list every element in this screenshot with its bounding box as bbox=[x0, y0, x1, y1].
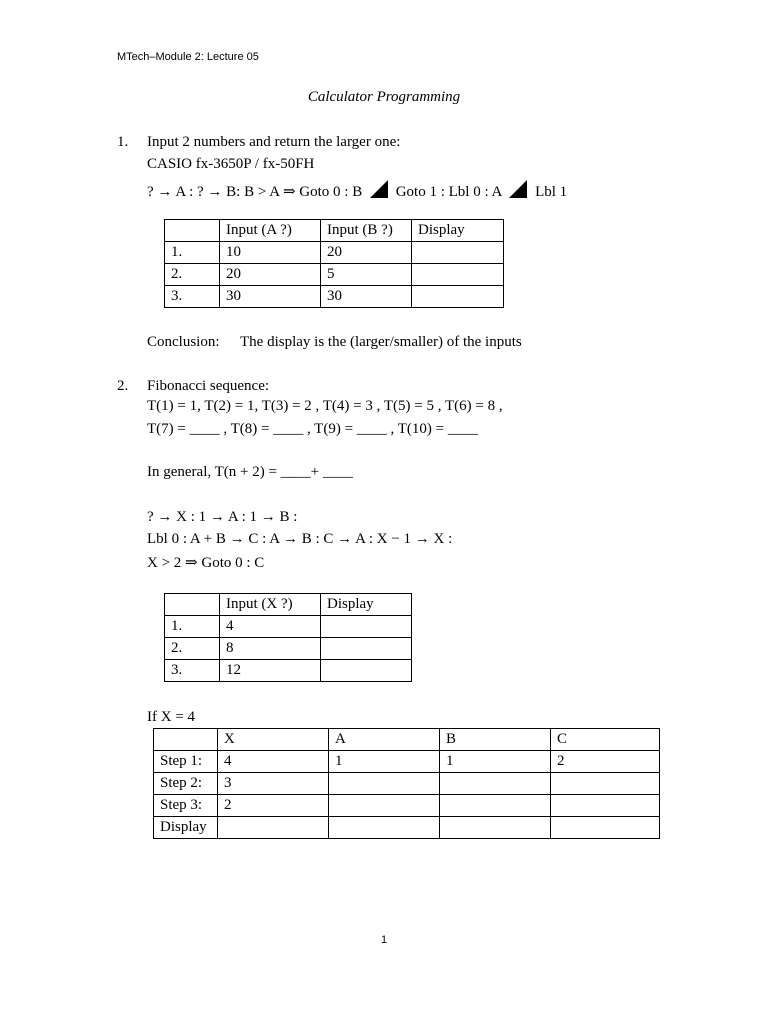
q2-program-line-1: ? → X : 1 → A : 1 → B : bbox=[147, 509, 298, 525]
table-cell bbox=[440, 795, 551, 817]
table-row bbox=[154, 817, 660, 839]
table-row bbox=[154, 773, 660, 795]
table-cell: Step 3: bbox=[154, 795, 218, 817]
q2-trace-table bbox=[153, 728, 660, 839]
right-triangle-icon bbox=[370, 180, 388, 198]
table-cell: C bbox=[551, 729, 660, 751]
table-cell: 3. bbox=[165, 286, 220, 308]
table-cell bbox=[154, 729, 218, 751]
table-cell bbox=[412, 242, 504, 264]
right-triangle-icon bbox=[509, 180, 527, 198]
table-cell bbox=[412, 286, 504, 308]
q1-number: 1. bbox=[117, 134, 129, 150]
table-cell bbox=[218, 817, 329, 839]
q1-input-table bbox=[164, 219, 504, 308]
q2-number: 2. bbox=[117, 378, 129, 394]
table-row bbox=[165, 660, 412, 682]
table-cell: 3. bbox=[165, 660, 220, 682]
q1-program-part2: Goto 1 : Lbl 0 : A bbox=[395, 184, 502, 200]
table-cell bbox=[440, 817, 551, 839]
table-cell: 20 bbox=[220, 264, 321, 286]
table-cell: 2. bbox=[165, 264, 220, 286]
table-cell bbox=[165, 594, 220, 616]
table-cell: 1. bbox=[165, 616, 220, 638]
table-cell: Input (A ?) bbox=[220, 220, 321, 242]
table-row bbox=[165, 264, 504, 286]
q2-general-formula: In general, T(n + 2) = ____+ ____ bbox=[147, 464, 353, 480]
table-cell: X bbox=[218, 729, 329, 751]
table-cell: 4 bbox=[220, 616, 321, 638]
q2-input-table bbox=[164, 593, 412, 682]
table-cell: 20 bbox=[321, 242, 412, 264]
table-cell: Step 2: bbox=[154, 773, 218, 795]
table-cell: 12 bbox=[220, 660, 321, 682]
q2-program-line-3: X > 2 ⇒ Goto 0 : C bbox=[147, 555, 265, 571]
q2-program-line-2: Lbl 0 : A + B → C : A → B : C → A : X − 1 → X : bbox=[147, 531, 453, 547]
page-title: Calculator Programming bbox=[307, 89, 461, 105]
table-cell: 1 bbox=[440, 751, 551, 773]
table-cell: A bbox=[329, 729, 440, 751]
table-cell bbox=[165, 220, 220, 242]
table-cell: 4 bbox=[218, 751, 329, 773]
table-cell: 1 bbox=[329, 751, 440, 773]
table-header-row bbox=[154, 729, 660, 751]
table-cell: 10 bbox=[220, 242, 321, 264]
table-cell bbox=[551, 795, 660, 817]
table-cell bbox=[412, 264, 504, 286]
table-row bbox=[154, 795, 660, 817]
table-row bbox=[165, 638, 412, 660]
table-cell: 2 bbox=[218, 795, 329, 817]
q1-conclusion-text: The display is the (larger/smaller) of the inputs bbox=[240, 334, 522, 350]
table-cell bbox=[551, 773, 660, 795]
table-cell: Display bbox=[412, 220, 504, 242]
table-cell: 8 bbox=[220, 638, 321, 660]
table-cell: 30 bbox=[321, 286, 412, 308]
q2-sequence-line-2: T(7) = ____ , T(8) = ____ , T(9) = ____ , T(10) = ____ bbox=[147, 421, 478, 437]
table-cell: 30 bbox=[220, 286, 321, 308]
table-cell: 2 bbox=[551, 751, 660, 773]
page-number: 1 bbox=[380, 934, 388, 946]
table-cell bbox=[329, 795, 440, 817]
table-cell: Display bbox=[154, 817, 218, 839]
table-cell: 5 bbox=[321, 264, 412, 286]
table-cell: B bbox=[440, 729, 551, 751]
table-cell bbox=[440, 773, 551, 795]
table-cell bbox=[321, 638, 412, 660]
table-cell: Display bbox=[321, 594, 412, 616]
table-cell bbox=[329, 773, 440, 795]
q2-if-label: If X = 4 bbox=[147, 709, 196, 725]
table-cell: Input (B ?) bbox=[321, 220, 412, 242]
table-row bbox=[165, 286, 504, 308]
q2-heading: Fibonacci sequence: bbox=[147, 378, 270, 394]
table-header-row bbox=[165, 220, 504, 242]
q1-calculator-model: CASIO fx-3650P / fx-50FH bbox=[147, 156, 315, 172]
table-cell: 3 bbox=[218, 773, 329, 795]
table-cell bbox=[551, 817, 660, 839]
table-cell: Step 1: bbox=[154, 751, 218, 773]
q2-sequence-line-1: T(1) = 1, T(2) = 1, T(3) = 2 , T(4) = 3 , T(5) = 5 , T(6) = 8 , bbox=[147, 398, 503, 414]
table-row bbox=[165, 616, 412, 638]
table-cell: 1. bbox=[165, 242, 220, 264]
q1-program-part1: ? → A : ? → B: B > A ⇒ Goto 0 : B bbox=[147, 184, 363, 200]
table-cell bbox=[329, 817, 440, 839]
table-header-row bbox=[165, 594, 412, 616]
table-row bbox=[165, 242, 504, 264]
q1-program-part3: Lbl 1 bbox=[535, 184, 568, 200]
page-header: MTech–Module 2: Lecture 05 bbox=[117, 51, 259, 63]
q1-conclusion-label: Conclusion: bbox=[147, 334, 220, 350]
q1-program bbox=[147, 180, 567, 201]
table-cell: Input (X ?) bbox=[220, 594, 321, 616]
table-cell bbox=[321, 660, 412, 682]
table-cell: 2. bbox=[165, 638, 220, 660]
q1-prompt: Input 2 numbers and return the larger one: bbox=[147, 134, 401, 150]
table-row bbox=[154, 751, 660, 773]
table-cell bbox=[321, 616, 412, 638]
